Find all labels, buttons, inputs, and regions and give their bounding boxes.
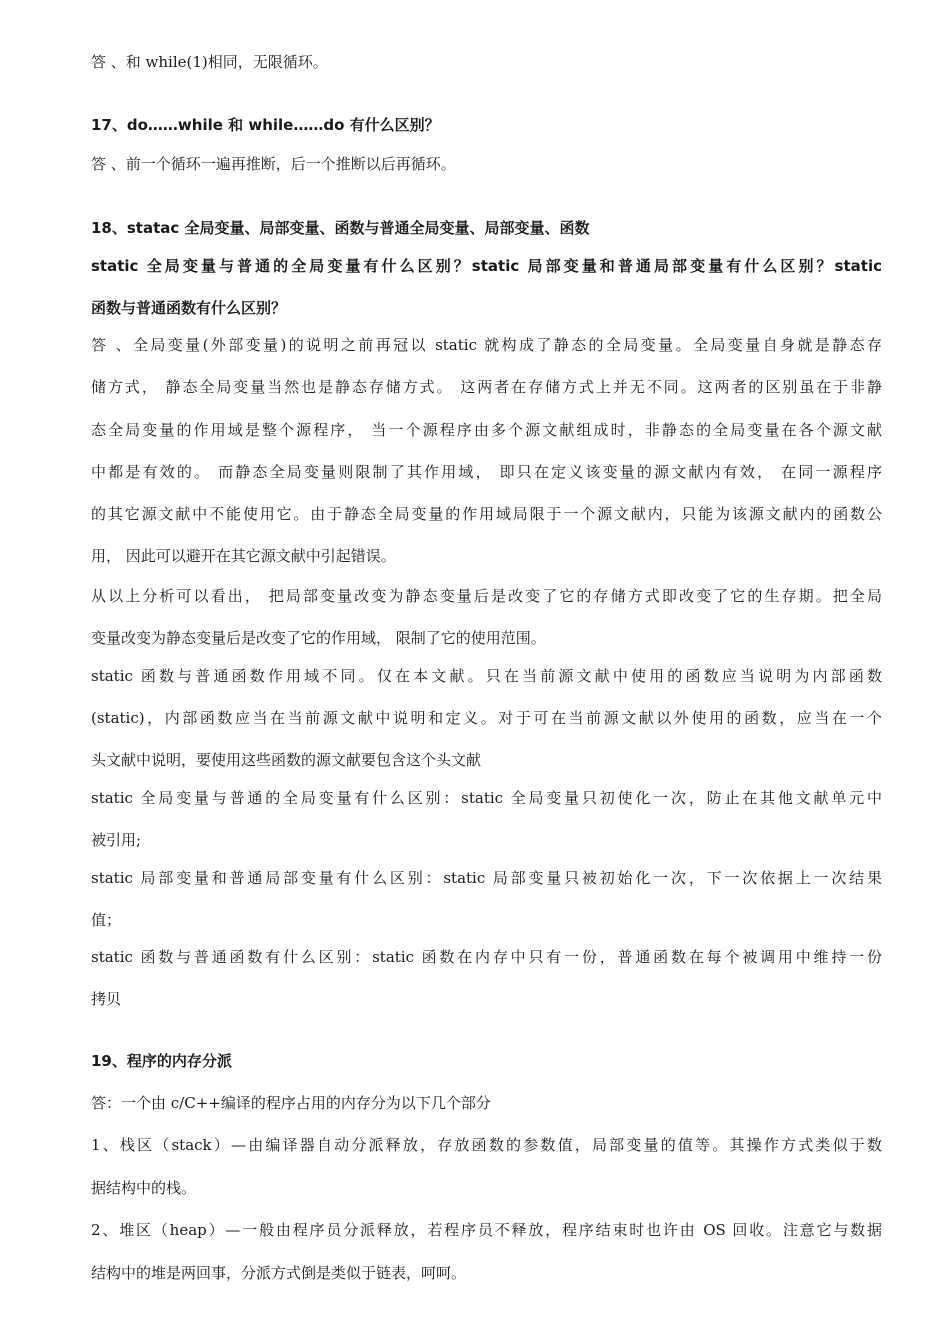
question-17-heading: 17、do……while 和 while……do 有什么区别？ xyxy=(91,116,440,134)
answer-17: 答 、前一个循环一遍再推断，后一个推断以后再循环。 xyxy=(91,155,456,173)
answer-18-paragraph-5-line-2: 值； xyxy=(91,911,122,929)
question-18-heading: 18、statac 全局变量、局部变量、函数与普通全局变量、局部变量、函数 xyxy=(91,219,590,237)
question-18-subheading-line-1: static 全局变量与普通的全局变量有什么区别？static 局部变量和普通局部变量有什么区别？static xyxy=(91,257,882,275)
answer-18-paragraph-6-line-1: static 函数与普通函数有什么区别：static 函数在内存中只有一份，普通函数在每个被调用中维持一份 xyxy=(91,948,882,966)
answer-18-paragraph-1-line-4: 中都是有效的。 而静态全局变量则限制了其作用域， 即只在定义该变量的源文献内有效， 在同一源程序 xyxy=(91,463,882,481)
answer-18-paragraph-1-line-5: 的其它源文献中不能使用它。由于静态全局变量的作用域局限于一个源文献内，只能为该源文献内的函数公 xyxy=(91,505,882,523)
answer-18-paragraph-3-line-3: 头文献中说明，要使用这些函数的源文献要包含这个头文献 xyxy=(91,751,482,769)
answer-19-intro: 答：一个由 c/C++编译的程序占用的内存分为以下几个部分 xyxy=(91,1094,491,1112)
question-18-subheading-line-2: 函数与普通函数有什么区别？ xyxy=(91,299,287,317)
answer-16: 答 、和 while(1)相同，无限循环。 xyxy=(91,53,328,71)
answer-18-paragraph-3-line-1: static 函数与普通函数作用域不同。仅在本文献。只在当前源文献中使用的函数应当说明为内部函数 xyxy=(91,667,882,685)
answer-18-paragraph-6-line-2: 拷贝 xyxy=(91,990,122,1008)
answer-18-paragraph-1-line-1: 答 、全局变量(外部变量)的说明之前再冠以 static 就构成了静态的全局变量。全局变量自身就是静态存 xyxy=(91,336,882,354)
answer-18-paragraph-2-line-2: 变量改变为静态变量后是改变了它的作用域， 限制了它的使用范围。 xyxy=(91,629,546,647)
answer-18-paragraph-1-line-6: 用， 因此可以避开在其它源文献中引起错误。 xyxy=(91,547,396,565)
answer-19-item-2-line-2: 结构中的堆是两回事，分派方式倒是类似于链表，呵呵。 xyxy=(91,1264,467,1282)
answer-18-paragraph-2-line-1: 从以上分析可以看出， 把局部变量改变为静态变量后是改变了它的存储方式即改变了它的生存期。把全局 xyxy=(91,587,882,605)
answer-18-paragraph-4-line-2: 被引用; xyxy=(91,831,142,849)
answer-19-item-1-line-2: 据结构中的栈。 xyxy=(91,1179,197,1197)
answer-19-item-1-line-1: 1、栈区（stack）—由编译器自动分派释放，存放函数的参数值，局部变量的值等。其操作方式类似于数 xyxy=(91,1136,882,1154)
answer-19-item-2-line-1: 2、堆区（heap）—一般由程序员分派释放，若程序员不释放，程序结束时也许由 OS 回收。注意它与数据 xyxy=(91,1221,882,1239)
answer-18-paragraph-3-line-2: (static)，内部函数应当在当前源文献中说明和定义。对于可在当前源文献以外使用的函数，应当在一个 xyxy=(91,709,882,727)
answer-18-paragraph-1-line-3: 态全局变量的作用域是整个源程序， 当一个源程序由多个源文献组成时，非静态的全局变量在各个源文献 xyxy=(91,421,882,439)
answer-18-paragraph-5-line-1: static 局部变量和普通局部变量有什么区别：static 局部变量只被初始化一次，下一次依据上一次结果 xyxy=(91,869,882,887)
answer-18-paragraph-4-line-1: static 全局变量与普通的全局变量有什么区别：static 全局变量只初使化一次，防止在其他文献单元中 xyxy=(91,789,882,807)
question-19-heading: 19、程序的内存分派 xyxy=(91,1052,232,1070)
answer-18-paragraph-1-line-2: 储方式， 静态全局变量当然也是静态存储方式。 这两者在存储方式上并无不同。这两者的区别虽在于非静 xyxy=(91,378,882,396)
